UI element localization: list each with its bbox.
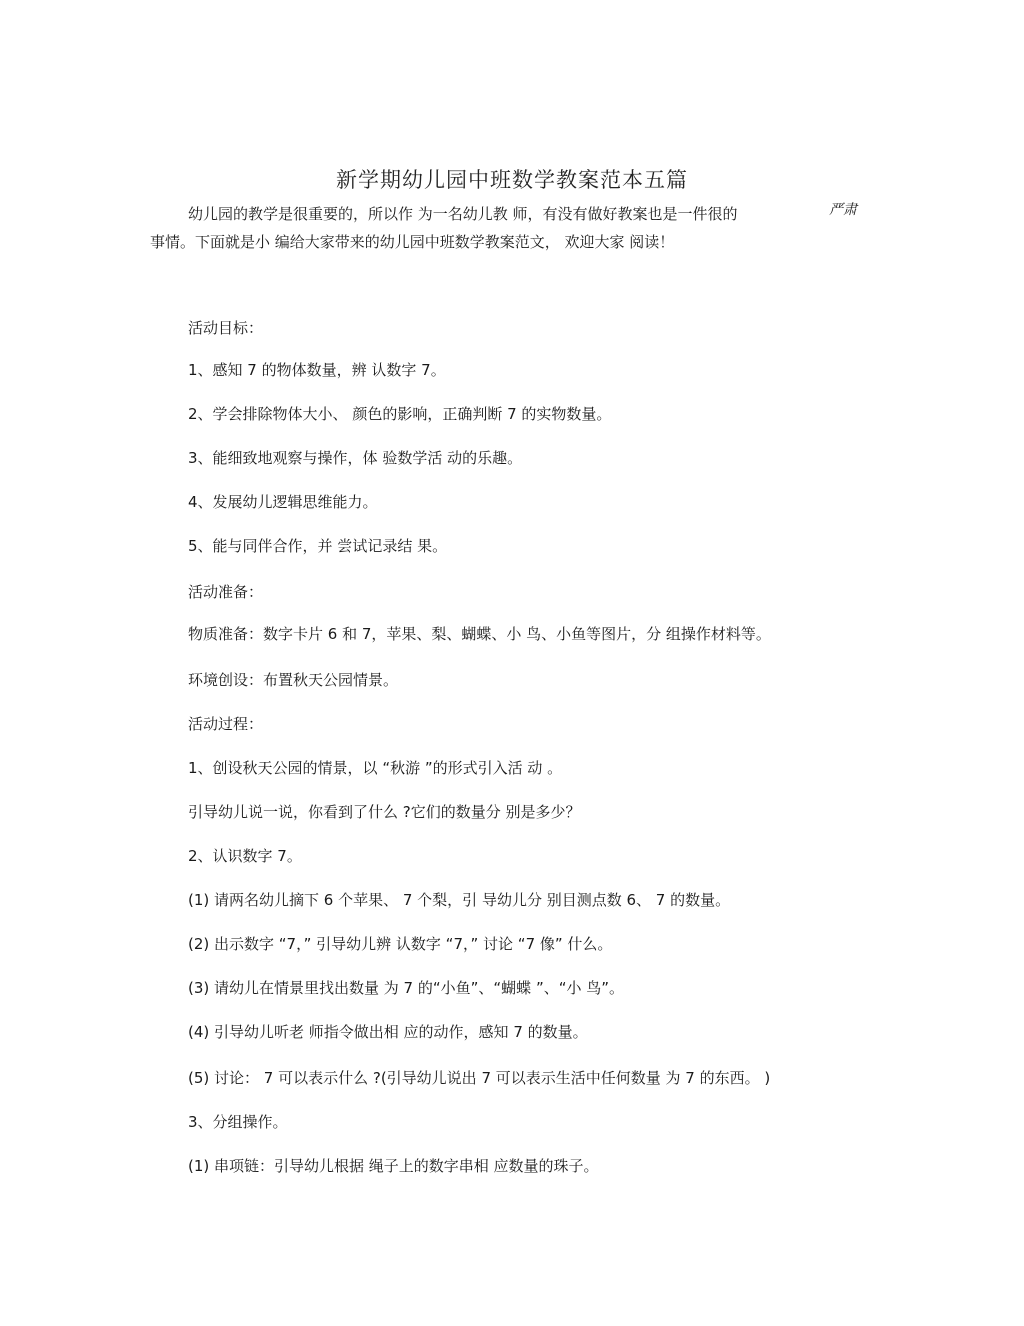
process-item: (2) 出示数字 “7，” 引导幼儿辨 认数字 “7，” 讨论 “7 像” 什么。: [188, 935, 613, 953]
process-item: 1、创设秋天公园的情景，以 “秋游 ”的形式引入活 动 。: [188, 759, 563, 777]
process-item: 3、分组操作。: [188, 1113, 288, 1131]
process-item: (4) 引导幼儿听老 师指令做出相 应的动作，感知 7 的数量。: [188, 1023, 588, 1041]
intro-paragraph-line-1: 幼儿园的教学是很重要的，所以作 为一名幼儿教 师，有没有做好教案也是一件很的: [188, 205, 738, 223]
section-heading-process: 活动过程：: [188, 715, 264, 733]
intro-paragraph-line-2: 事情。下面就是小 编给大家带来的幼儿园中班数学教案范文， 欢迎大家 阅读！: [150, 233, 675, 251]
preparation-item: 环境创设：布置秋天公园情景。: [188, 671, 399, 689]
process-item: (1) 请两名幼儿摘下 6 个苹果、 7 个梨，引 导幼儿分 别目测点数 6、 7 的数量。: [188, 891, 731, 909]
objective-item: 2、学会排除物体大小、 颜色的影响，正确判断 7 的实物数量。: [188, 405, 612, 423]
objective-item: 4、发展幼儿逻辑思维能力。: [188, 493, 378, 511]
process-item: 2、认识数字 7。: [188, 847, 302, 865]
section-heading-objectives: 活动目标：: [188, 319, 264, 337]
document-title: 新学期幼儿园中班数学教案范本五篇: [336, 168, 688, 192]
process-item: (5) 讨论： 7 可以表示什么 ?(引导幼儿说出 7 可以表示生活中任何数量 为 7 的东西。 ): [188, 1069, 771, 1087]
section-heading-preparation: 活动准备：: [188, 583, 264, 601]
process-item: 引导幼儿说一说，你看到了什么 ?它们的数量分 别是多少？: [188, 803, 581, 821]
process-item: (1) 串项链：引导幼儿根据 绳子上的数字串相 应数量的珠子。: [188, 1157, 599, 1175]
objective-item: 5、能与同伴合作，并 尝试记录结 果。: [188, 537, 448, 555]
objective-item: 3、能细致地观察与操作，体 验数学活 动的乐趣。: [188, 449, 523, 467]
preparation-item: 物质准备：数字卡片 6 和 7，苹果、梨、蝴蝶、小 鸟、小鱼等图片，分 组操作材料等。: [188, 625, 771, 643]
process-item: (3) 请幼儿在情景里找出数量 为 7 的“小鱼”、“蝴蝶 ”、“小 鸟”。: [188, 979, 625, 997]
objective-item: 1、感知 7 的物体数量，辨 认数字 7。: [188, 361, 446, 379]
intro-paragraph-line-1-tail: 严肃: [829, 202, 857, 218]
